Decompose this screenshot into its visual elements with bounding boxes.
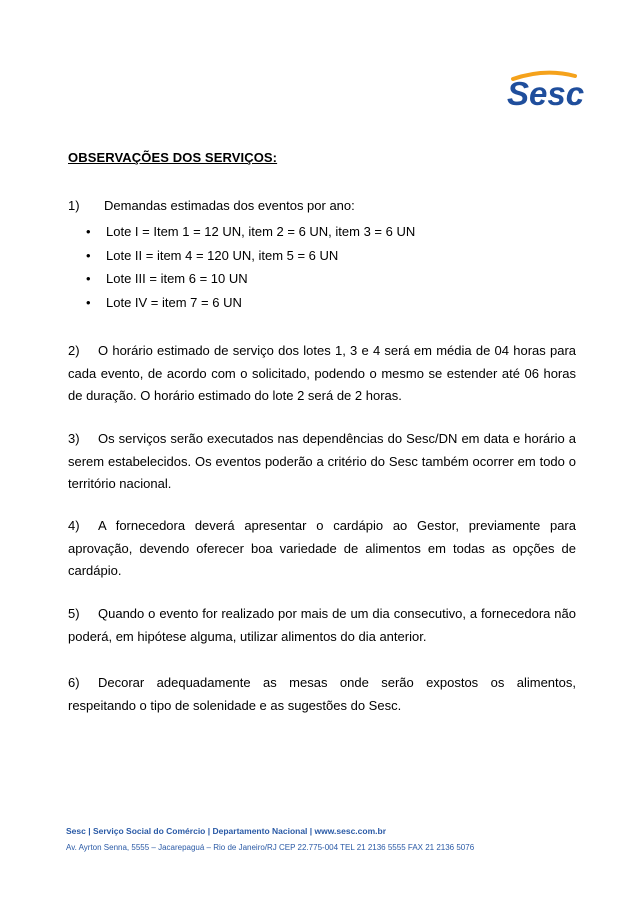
paragraph-4: 4) A fornecedora deverá apresentar o cardápio ao Gestor, previamente para aprovação, devendo oferecer boa variedade de alimentos em todas as opções de cardápio. [68,518,576,578]
paragraph-5: 5) Quando o evento for realizado por mais de um dia consecutivo, a fornecedora não poderá, em hipótese alguma, utilizar alimentos do dia anterior. [68,606,576,644]
item-text: Demandas estimadas dos eventos por ano: [104,198,355,213]
list-item: • Lote IV = item 7 = 6 UN [86,294,242,310]
section-heading: OBSERVAÇÕES DOS SERVIÇOS: [68,150,278,165]
sesc-logo [505,70,603,108]
list-item: • Lote II = item 4 = 120 UN, item 5 = 6 UN [86,247,339,263]
paragraph-3: 3) Os serviços serão executados nas dependências do Sesc/DN em data e horário a serem estabelecidos. Os eventos poderão a critério do Sesc também ocorrer em todo o território nacional. [68,431,576,491]
list-item: • Lote I = Item 1 = 12 UN, item 2 = 6 UN, item 3 = 6 UN [86,224,416,239]
paragraph-6: 6) Decorar adequadamente as mesas onde serão expostos os alimentos, respeitando o tipo de solenidade e as sugestões do Sesc. [68,675,576,713]
paragraph-2: 2) O horário estimado de serviço dos lotes 1, 3 e 4 será em média de 04 horas para cada evento, de acordo com o solicitado, podendo o mesmo se estender até 06 horas de duração. O horário estimado do lote 2 será de 2 horas. [68,343,576,403]
item-number: 1) [68,198,80,213]
list-item: • Lote III = item 6 = 10 UN [86,271,248,286]
footer-address-line: Av. Ayrton Senna, 5555 – Jacarepaguá – Rio de Janeiro/RJ CEP 22.775-004 TEL 21 2136 5555 FAX 21 2136 5076 [66,843,475,852]
logo-text: Sesc [507,75,585,108]
footer-org-line: Sesc | Serviço Social do Comércio | Departamento Nacional | www.sesc.com.br [66,826,387,836]
lote-list [86,220,415,314]
item-1 [68,198,355,213]
